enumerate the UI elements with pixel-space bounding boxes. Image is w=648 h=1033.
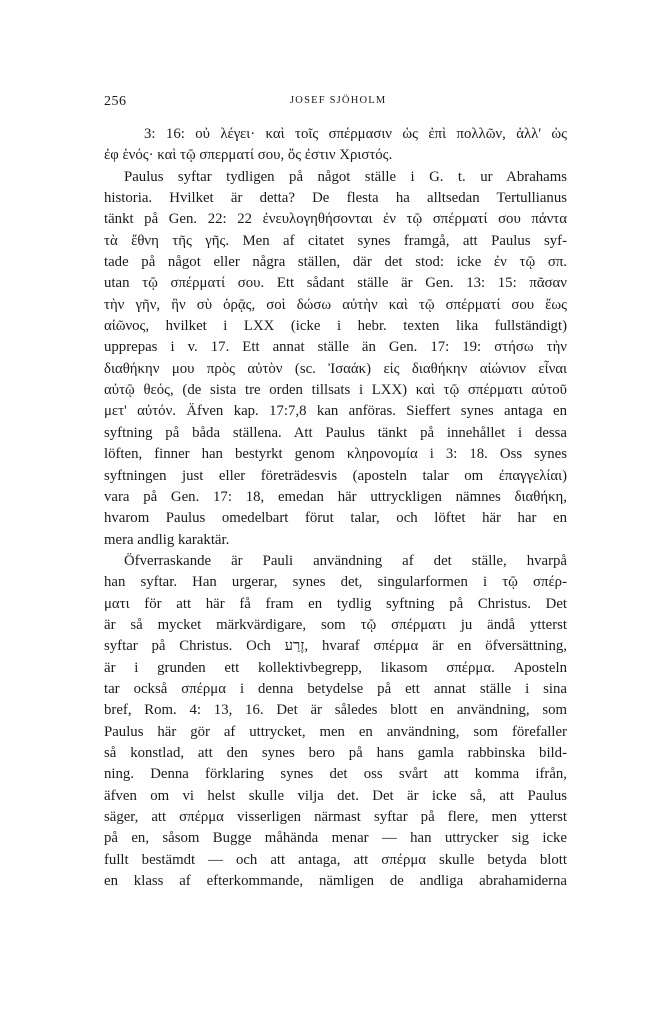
text-line: upprepas i v. 17. Ett annat ställe än Gen. 17: 19: στήσω τὴν bbox=[104, 339, 567, 356]
page-number: 256 bbox=[104, 94, 127, 109]
text-line: så konstlad, att den synes bero på hans gamla rabbinska bild- bbox=[104, 744, 567, 761]
running-head: JOSEF SJÖHOLM bbox=[290, 95, 387, 106]
text-line: är i grunden ett kollektivbegrepp, likasom σπέρμα. Aposteln bbox=[104, 659, 567, 676]
text-line: han syftar. Han urgerar, synes det, singularformen i τῷ σπέρ- bbox=[104, 574, 567, 591]
text-line: historia. Hvilket är detta? De flesta ha alltsedan Tertullianus bbox=[104, 190, 567, 207]
text-line: bref, Rom. 4: 13, 16. Det är således blott en användning, som bbox=[104, 702, 567, 719]
body-text bbox=[104, 124, 567, 892]
text-line: fullt bestämdt — och att antaga, att σπέρμα skulle betyda blott bbox=[104, 851, 567, 868]
text-line: äfven om vi helst skulle vilja det. Det är icke så, att Paulus bbox=[104, 787, 567, 804]
text-line: tänkt på Gen. 22: 22 ἐνευλογηθήσονται ἐν τῷ σπέρματί σου πάντα bbox=[104, 211, 567, 228]
text-line: τὴν γῆν, ἣν σὺ ὁρᾷς, σοὶ δώσω αὐτὴν καὶ τῷ σπέρματί σου ἕως bbox=[104, 296, 567, 313]
page-header bbox=[104, 94, 564, 110]
text-line: μετ' αὐτόν. Äfven kap. 17:7,8 kan anföras. Sieffert synes antaga en bbox=[104, 403, 567, 420]
text-line: syftningen just eller företrädesvis (aposteln talar om ἐπαγγελίαι) bbox=[104, 467, 567, 484]
text-line: ματι för att här få fram en tydlig syftning på Christus. Det bbox=[104, 595, 567, 612]
text-line: säger, att σπέρμα visserligen närmast syftar på flere, men ytterst bbox=[104, 809, 567, 825]
text-line: Paulus syftar tydligen på något ställe i G. t. ur Abrahams bbox=[124, 168, 567, 185]
text-line: på en, såsom Bugge måhända menar — han uttrycker sig icke bbox=[104, 830, 567, 847]
text-line: vara på Gen. 17: 18, emedan här uttryckligen nämnes διαθήκη, bbox=[104, 488, 567, 505]
text-line: 3: 16: οὐ λέγει· καὶ τοῖς σπέρμασιν ὡς ἐπὶ πολλῶν, ἀλλ' ὡς bbox=[144, 126, 567, 142]
text-line: utan τῷ σπέρματί σου. Ett sådant ställe är Gen. 13: 15: πᾶσαν bbox=[104, 275, 567, 292]
text-line: αὐτῷ θεός, (de sista tre orden tillsats i LXX) καὶ τῷ σπέρματι αὐτοῦ bbox=[104, 382, 567, 399]
text-line: löften, finner han bestyrkt genom κληρονομία i 3: 18. Oss synes bbox=[104, 446, 567, 463]
text-line: διαθήκην μου πρὸς αὐτὸν (sc. Ἰσαάκ) εἰς διαθήκην αἰώνιον εἶναι bbox=[104, 360, 567, 377]
text-line: hvarom Paulus omedelbart förut talar, och löftet här har en bbox=[104, 510, 567, 527]
text-line: mera andlig karaktär. bbox=[104, 531, 230, 548]
text-line: Paulus här gör af uttrycket, men en användning, som förefaller bbox=[104, 723, 567, 740]
text-line: tade på något eller några ställen, där det stod: icke ἐν τῷ σπ. bbox=[104, 254, 567, 271]
text-line: τὰ ἔθνη τῆς γῆς. Men af citatet synes framgå, att Paulus syf- bbox=[104, 232, 567, 249]
text-line: är så mycket märkvärdigare, som τῷ σπέρματι ju ändå ytterst bbox=[104, 616, 567, 633]
text-line: syftar på Christus. Och זֶרַע, hvaraf σπέρμα är en öfversättning, bbox=[104, 638, 567, 655]
text-line: tar också σπέρμα i denna betydelse på ett annat ställe i sina bbox=[104, 680, 567, 697]
text-line: ning. Denna förklaring synes det oss svårt att komma ifrån, bbox=[104, 766, 567, 783]
text-line: en klass af efterkommande, nämligen de andliga abrahamiderna bbox=[104, 873, 567, 890]
text-line: Öfverraskande är Pauli användning af det ställe, hvarpå bbox=[124, 552, 567, 569]
text-line: syftning på båda ställena. Att Paulus tänkt på innehållet i dessa bbox=[104, 424, 567, 441]
text-line: αἰῶνος, hvilket i LXX (icke i hebr. texten lika fullständigt) bbox=[104, 318, 567, 335]
text-line: ἐφ ἑνός· καὶ τῷ σπερματί σου, ὅς ἐστιν Χριστός. bbox=[104, 147, 393, 164]
